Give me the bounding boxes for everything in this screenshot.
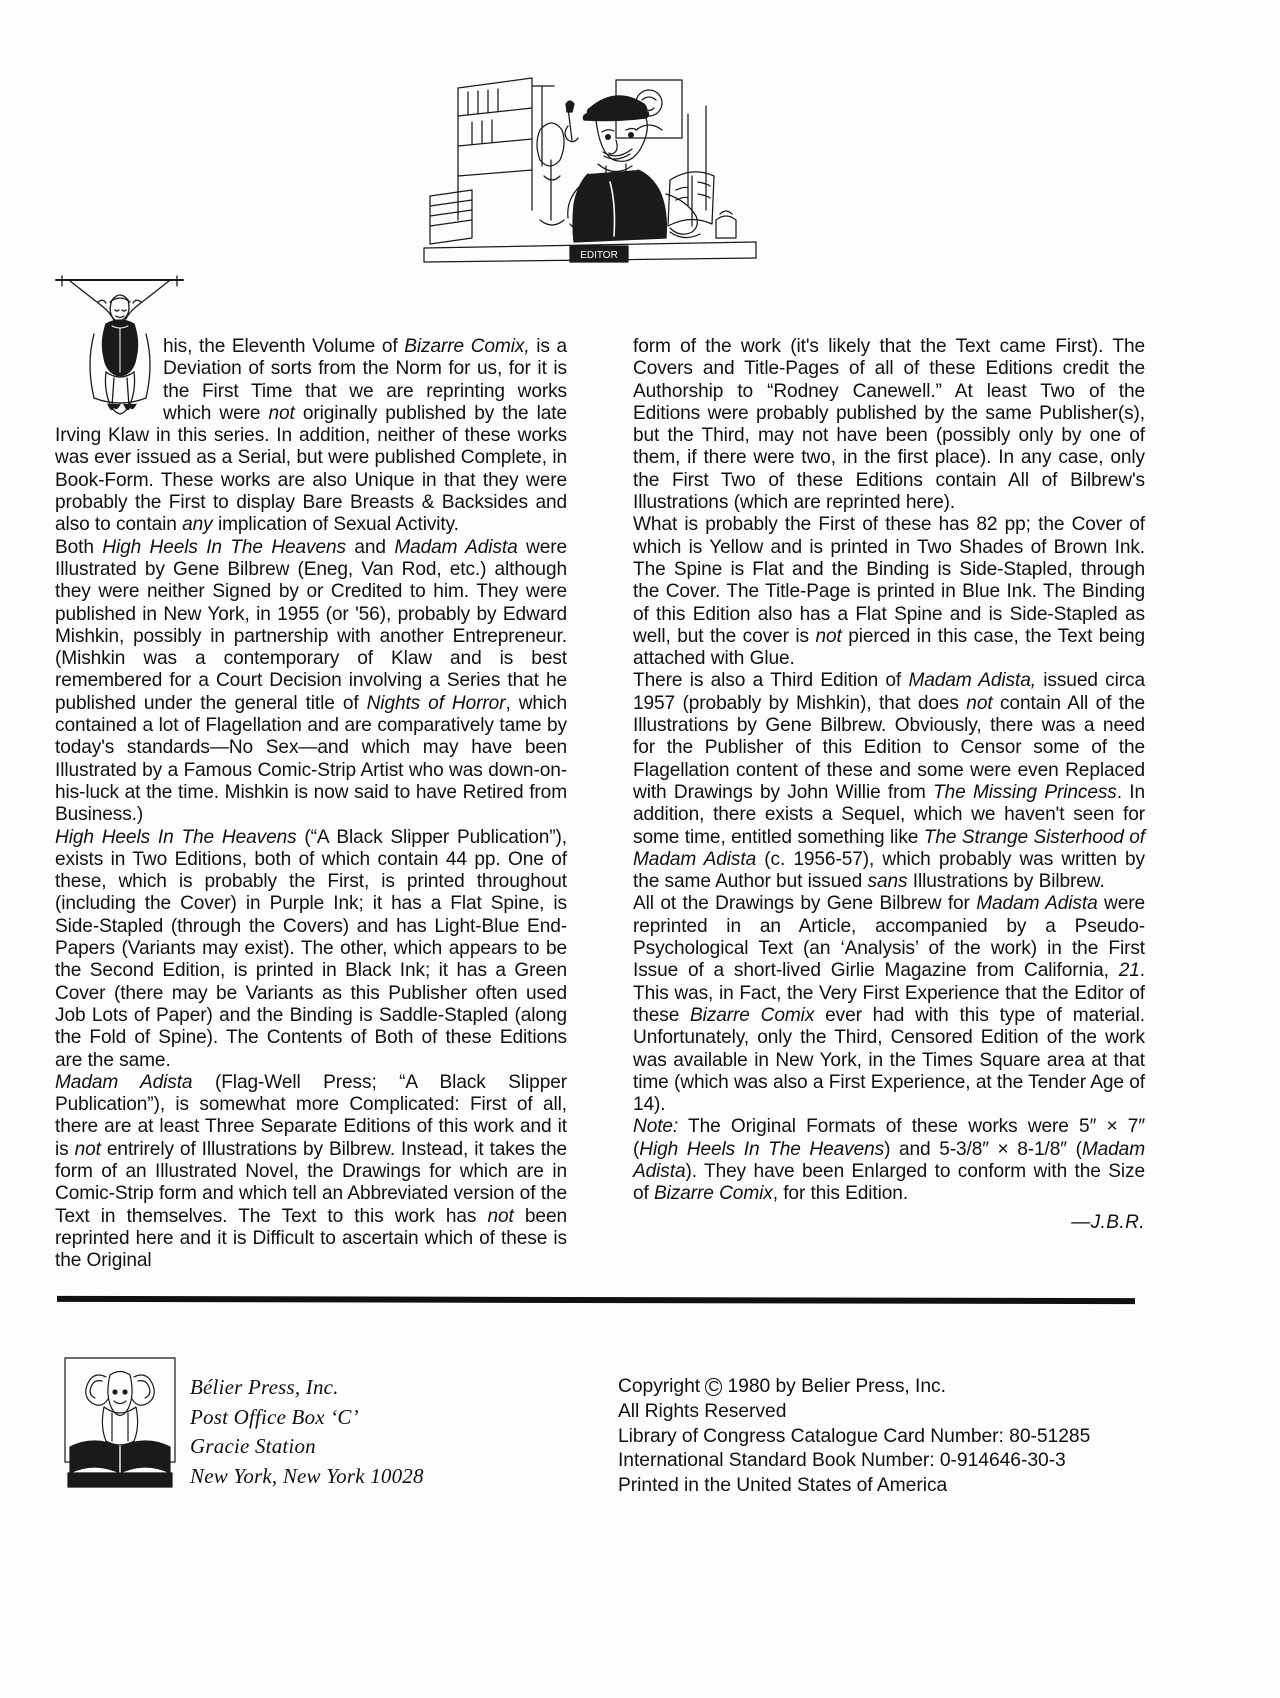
printed-in-line: Printed in the United States of America: [618, 1475, 948, 1497]
paragraph: Note: The Original Formats of these works were 5″ × 7″ (High Heels In The Heavens) and 5-3/8″ × 8-1/8″ (Madam Adista). They have been Enlarged to conform with the Size of Bizarre Comix, for this Edition.: [633, 1116, 1145, 1205]
article-body: [55, 336, 1146, 1272]
italic-title: Madam Adista: [976, 893, 1098, 915]
paragraph: his, the Eleventh Volume of Bizarre Comix, is a Deviation of sorts from the Norm for us, for it is the First Time that we are reprinting works which were not originally published by the late Irving Klaw in this series. In addition, neither of these works was ever issued as a Serial, but were published Complete, in Book-Form. These works are also Unique in that they were probably the First to display Bare Breasts & Backsides and also to contain any implication of Sexual Activity.: [55, 336, 567, 536]
italic-title: High Heels In The Heavens: [639, 1138, 885, 1160]
imprint-line-1: Bélier Press, Inc.: [190, 1375, 339, 1399]
paragraph: What is probably the First of these has 82 pp; the Cover of which is Yellow and is printed in Two Shades of Brown Ink. The Spine is Flat and the Binding is Side-Stapled, through the Cover. The Title-Page is printed in Blue Ink. The Binding of this Edition also has a Flat Spine and is Side-Stapled as well, but the cover is not pierced in this case, the Text being attached with Glue.: [633, 514, 1145, 670]
imprint-line-4: New York, New York 10028: [190, 1463, 424, 1488]
italic-title: not: [815, 625, 842, 647]
italic-title: Madam Adista,: [908, 670, 1036, 692]
copyright-suffix: 1980 by Belier Press, Inc.: [722, 1376, 946, 1397]
dropcap-text-wrap-spacer: [55, 336, 163, 424]
ram-head-colophon-icon: [62, 1355, 178, 1490]
italic-title: Note:: [633, 1116, 679, 1138]
right-column-paragraphs: [633, 336, 1145, 1206]
italic-title: High Heels In The Heavens: [102, 536, 346, 558]
italic-title: any: [182, 514, 213, 536]
editor-plaque-label: EDITOR: [580, 250, 618, 261]
imprint-line-3: Gracie Station: [190, 1434, 316, 1458]
italic-title: Bizarre Comix,: [404, 336, 530, 357]
italic-title: Madam Adista: [394, 536, 518, 558]
footer-divider-rule: [57, 1296, 1135, 1304]
copyright-block: [618, 1375, 1090, 1499]
italic-title: sans: [867, 871, 908, 893]
paragraph: Madam Adista (Flag-Well Press; “A Black Slipper Publication”), is somewhat more Complicated: First of all, there are at least Three Separate Editions of this work and it is not entrirely of Illustrations by Bilbrew. Instead, it takes the form of an Illustrated Novel, the Drawings for which are in Comic-Strip form and which tell an Abbreviated version of the Text in themselves. The Text to this work has not been reprinted here and it is Difficult to ascertain which of these is the Original: [55, 1071, 567, 1272]
article-column-left: [55, 336, 567, 1272]
italic-title: not: [487, 1205, 514, 1227]
italic-title: not: [74, 1138, 101, 1160]
copyright-line: [618, 1375, 1090, 1400]
copyright-symbol-icon: C: [705, 1378, 722, 1396]
page-footer: [0, 1355, 1280, 1555]
italic-title: The Missing Princess: [933, 781, 1117, 803]
italic-title: not: [966, 692, 993, 714]
italic-title: Nights of Horror: [366, 692, 506, 714]
lccn-line: Library of Congress Catalogue Card Number: 80-51285: [618, 1425, 1091, 1447]
rights-line: All Rights Reserved: [618, 1400, 787, 1422]
publisher-imprint-block: [190, 1373, 424, 1491]
italic-title: High Heels In The Heavens: [55, 826, 297, 848]
copyright-prefix: Copyright: [618, 1376, 701, 1397]
isbn-line: International Standard Book Number: 0-914646-30-3: [618, 1450, 1066, 1472]
paragraph: Both High Heels In The Heavens and Madam Adista were Illustrated by Gene Bilbrew (Eneg, Van Rod, etc.) although they were neither Signed by or Credited to him. They were published in New York, in 1955 (or '56), probably by Edward Mishkin, possibly in partnership with another Entrepreneur. (Mishkin was a contemporary of Klaw and is best remembered for a Court Decision involving a Series that he published under the general title of Nights of Horror, which contained a lot of Flagellation and are comparatively tame by today's standards—No Sex—and which may have been Illustrated by a Famous Comic-Strip Artist who was down-on-his-luck at the time. Mishkin is now said to have Retired from Business.): [55, 536, 568, 826]
paragraph: There is also a Third Edition of Madam Adista, issued circa 1957 (probably by Mishkin), that does not contain All of the Illustrations by Gene Bilbrew. Obviously, there was a need for the Publisher of this Edition to Censor some of the Flagellation content of these and some were even Replaced with Drawings by John Willie from The Missing Princess. In addition, there exists a Sequel, which we haven't seen for some time, entitled something like The Strange Sisterhood of Madam Adista (c. 1956-57), which probably was written by the same Author but issued sans Illustrations by Bilbrew.: [633, 670, 1146, 893]
paragraph: High Heels In The Heavens (“A Black Slipper Publication”), exists in Two Editions, both of which contain 44 pp. One of these, which is probably the First, is printed throughout (including the Cover) in Purple Ink; it has a Flat Spine, is Side-Stapled (through the Covers) and has Light-Blue End-Papers (Variants may exist). The other, which appears to be the Second Edition, is printed in Black Ink; it has a Green Cover (there may be Variants as this Publisher often used Job Lots of Paper) and the Binding is Saddle-Stapled (along the Fold of Spine). The Contents of Both of these Editions are the same.: [55, 826, 567, 1071]
italic-title: Bizarre Comix: [654, 1183, 773, 1205]
italic-title: not: [268, 402, 295, 424]
author-signature: —J.B.R.: [1071, 1211, 1145, 1233]
italic-title: 21: [1118, 960, 1140, 982]
editor-at-desk-cartoon-illustration: [420, 70, 760, 285]
article-column-right: [633, 336, 1145, 1234]
imprint-line-2: Post Office Box ‘C’: [190, 1404, 359, 1429]
paragraph: All ot the Drawings by Gene Bilbrew for Madam Adista were reprinted in an Article, accompanied by a Pseudo-Psychological Text (an ‘Analysis’ of the work) in the First Issue of a short-lived Girlie Magazine from California, 21. This was, in Fact, the Very First Experience that the Editor of these Bizarre Comix ever had with this type of material. Unfortunately, only the Third, Censored Edition of the work was available in New York, in the Times Square area at that time (which was also a First Experience, at the Tender Age of 14).: [633, 893, 1146, 1116]
left-column-paragraphs: [55, 336, 567, 1272]
italic-title: Madam Adista: [55, 1071, 193, 1093]
italic-title: Madam Adista: [633, 1138, 1145, 1182]
italic-title: Bizarre Comix: [690, 1004, 815, 1026]
italic-title: The Strange Sisterhood of Madam Adista: [633, 826, 1146, 870]
paragraph: form of the work (it's likely that the Text came First). The Covers and Title-Pages of all of these Editions credit the Authorship to “Rodney Canewell.” At least Two of the Editions were probably published by the same Publisher(s), but the Third, may not have been (possibly only by one of them, if there were two, in the first place). In any case, only the First Two of these Editions contain All of Bilbrew's Illustrations (which are reprinted here).: [633, 336, 1145, 514]
